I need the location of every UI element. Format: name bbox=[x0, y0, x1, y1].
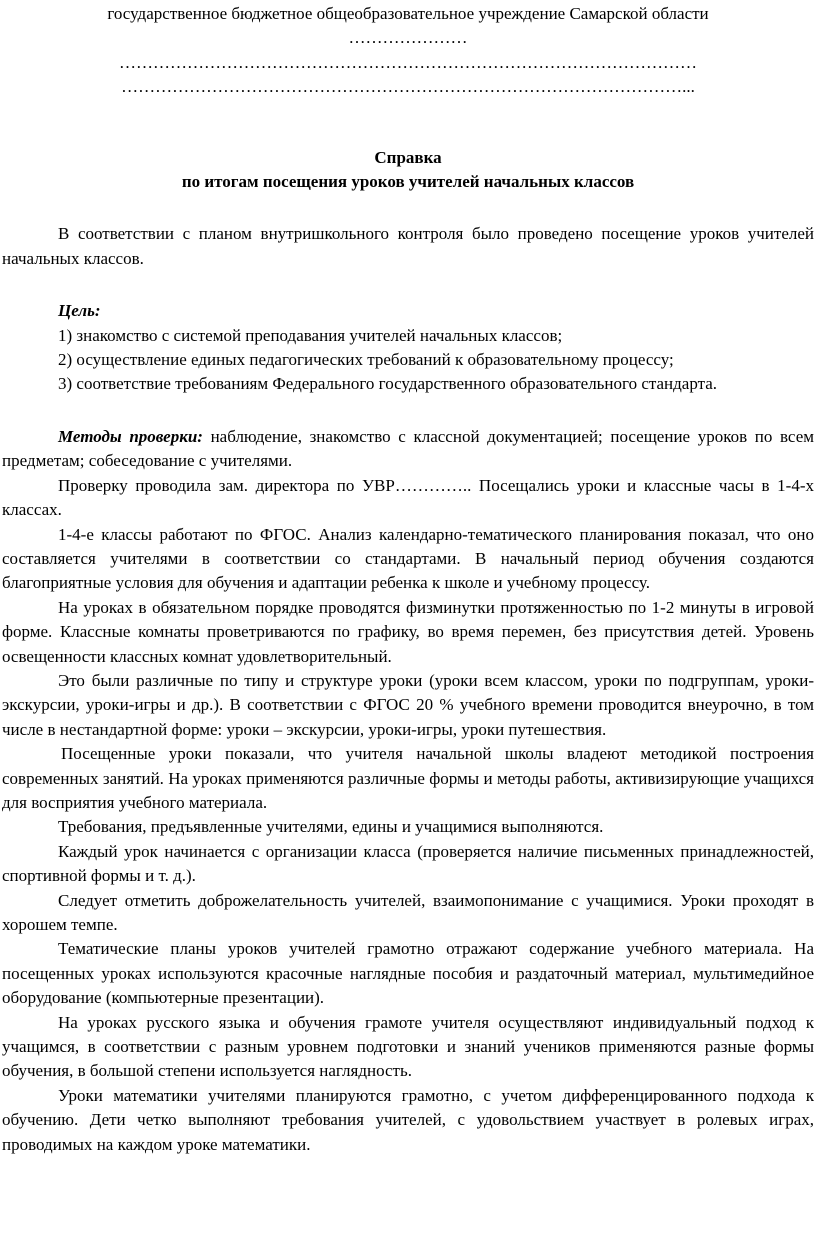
paragraph-visited-lessons: Посещенные уроки показали, что учителя начальной школы владеют методикой построения современных занятий. На уроках применяются различные формы и методы работы, активизирующие учащихся для восприятия учебного материала. bbox=[2, 744, 814, 812]
goals-heading: Цель: bbox=[58, 301, 101, 321]
paragraph-requirements: Требования, предъявленные учителями, едины и учащимися выполняются. bbox=[58, 817, 604, 837]
paragraph-friendliness: Следует отметить доброжелательность учителей, взаимопонимание с учащимися. Уроки проходят в хорошем темпе. bbox=[2, 890, 814, 934]
organization-name: государственное бюджетное общеобразовательное учреждение Самарской области bbox=[107, 4, 709, 23]
paragraph-fgos: 1-4-е классы работают по ФГОС. Анализ календарно-тематического планирования показал, что оно составляется учителями в соответствии со стандартами. В начальный период обучения создаются благоприятные условия для обучения и адаптации ребенка к школе и учебному процессу. bbox=[2, 524, 814, 593]
intro-paragraph: В соответствии с планом внутришкольного контроля было проведено посещение уроков учителей начальных классов. bbox=[2, 224, 814, 268]
placeholder-dots-3: ………………………………………………………………………………………... bbox=[121, 77, 695, 97]
goal-item-2: 2) осуществление единых педагогических требований к образовательному процессу; bbox=[58, 350, 674, 370]
goal-item-3: 3) соответствие требованиям Федерального государственного образовательного стандарта. bbox=[58, 374, 718, 394]
goal-item-1: 1) знакомство с системой преподавания учителей начальных классов; bbox=[58, 325, 563, 345]
document-title: Справка bbox=[374, 147, 442, 167]
methods-paragraph bbox=[2, 425, 814, 474]
paragraph-russian-lessons: На уроках русского языка и обучения грамоте учителя осуществляют индивидуальный подход к учащимся, в соответствии с разным уровнем подготовки и знаний учеников применяются разные формы обучения, в большой степени используется наглядность. bbox=[2, 1012, 814, 1081]
paragraph-math-lessons: Уроки математики учителями планируются грамотно, с учетом дифференцированного подхода к обучению. Дети четко выполняют требования учителей, с удовольствием участвует в ролевых играх, проводимых на каждом уроке математики. bbox=[2, 1085, 814, 1154]
paragraph-physical-minutes: На уроках в обязательном порядке проводятся физминутки протяженностью по 1-2 минуты в игровой форме. Классные комнаты проветриваются по графику, во время перемен, без присутствия детей. Уровень освещенности классных комнат удовлетворительный. bbox=[2, 597, 814, 666]
document-subtitle: по итогам посещения уроков учителей начальных классов bbox=[181, 172, 635, 192]
paragraph-class-organization: Каждый урок начинается с организации класса (проверяется наличие письменных принадлежностей, спортивной формы и т. д.). bbox=[2, 841, 814, 886]
placeholder-dots-1: ………………… bbox=[348, 28, 468, 48]
paragraph-thematic-plans: Тематические планы уроков учителей грамотно отражают содержание учебного материала. На посещенных уроках используются красочные наглядные пособия и раздаточный материал, мультимедийное оборудование (компьютерные презентации). bbox=[2, 939, 814, 1008]
methods-label: Методы проверки: bbox=[58, 426, 203, 446]
paragraph-lesson-types: Это были различные по типу и структуре уроки (уроки всем классом, уроки по подгруппам, уроки-экскурсии, уроки-игры и др.). В соответствии с ФГОС 20 % учебного времени проводится внеурочно, в том числе в нестандартной форме: уроки – экскурсии, уроки-игры, уроки путешествия. bbox=[2, 670, 814, 739]
placeholder-dots-2: ………………………………………………………………………………………… bbox=[119, 52, 697, 72]
methods-text: наблюдение, знакомство с классной документацией; посещение уроков по всем предметам; собеседование с учителями. bbox=[2, 426, 814, 471]
paragraph-inspection: Проверку проводила зам. директора по УВР………….. Посещались уроки и классные часы в 1-4-х классах. bbox=[2, 475, 814, 520]
